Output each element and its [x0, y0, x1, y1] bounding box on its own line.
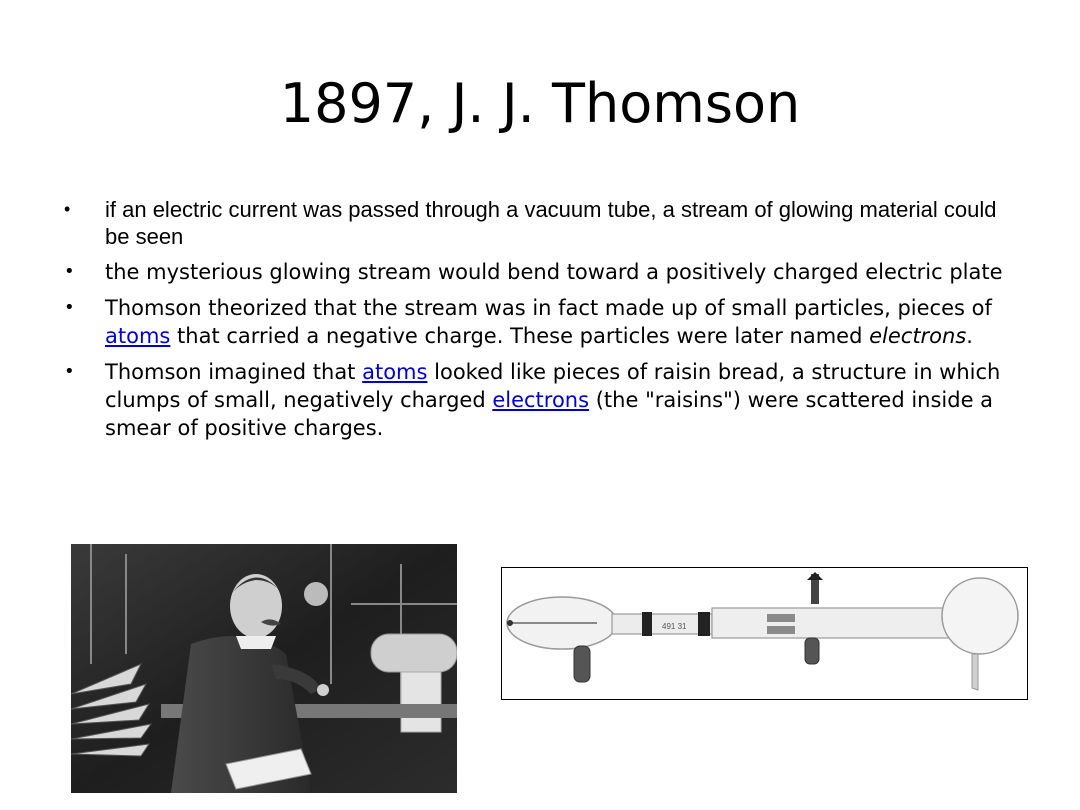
- bullet-item: [64, 294, 1024, 350]
- bullet-item: [64, 258, 1024, 286]
- bullet-dot-icon: •: [64, 199, 71, 219]
- bullet-item: [64, 358, 1024, 442]
- electrons-link[interactable]: electrons: [492, 388, 590, 412]
- bullet-list: [64, 196, 1024, 450]
- bullet-dot-icon: •: [64, 361, 75, 382]
- atoms-link[interactable]: atoms: [362, 360, 428, 384]
- tube-label: 491 31: [662, 622, 687, 631]
- bullet-text: Thomson theorized that the stream was in fact made up of small particles, pieces of: [105, 296, 992, 320]
- bullet-text: Thomson imagined that: [105, 360, 363, 384]
- bullet-text: that carried a negative charge. These particles were later named: [170, 324, 870, 348]
- bullet-text: if an electric current was passed through a vacuum tube, a stream of glowing material could be seen: [105, 197, 997, 249]
- bullet-text: the mysterious glowing stream would bend toward a positively charged electric plate: [105, 260, 1003, 284]
- bullet-dot-icon: •: [64, 297, 75, 318]
- thomson-photo-image: [71, 544, 457, 793]
- cathode-tube-icon: [502, 568, 1028, 700]
- electrons-term: electrons: [869, 324, 967, 348]
- thomson-photo: [71, 544, 457, 793]
- bullet-text: looked like pieces of raisin bread, a structure in which clumps of small, negatively charged: [105, 360, 1001, 412]
- bullet-item: [64, 196, 1024, 250]
- atoms-link[interactable]: atoms: [105, 324, 171, 348]
- bullet-text: (the "raisins") were scattered inside a smear of positive charges.: [105, 388, 994, 440]
- bullet-text: .: [966, 324, 973, 348]
- slide-title: 1897, J. J. Thomson: [279, 72, 801, 135]
- cathode-ray-tube-image: [501, 567, 1028, 700]
- bullet-dot-icon: •: [64, 261, 75, 282]
